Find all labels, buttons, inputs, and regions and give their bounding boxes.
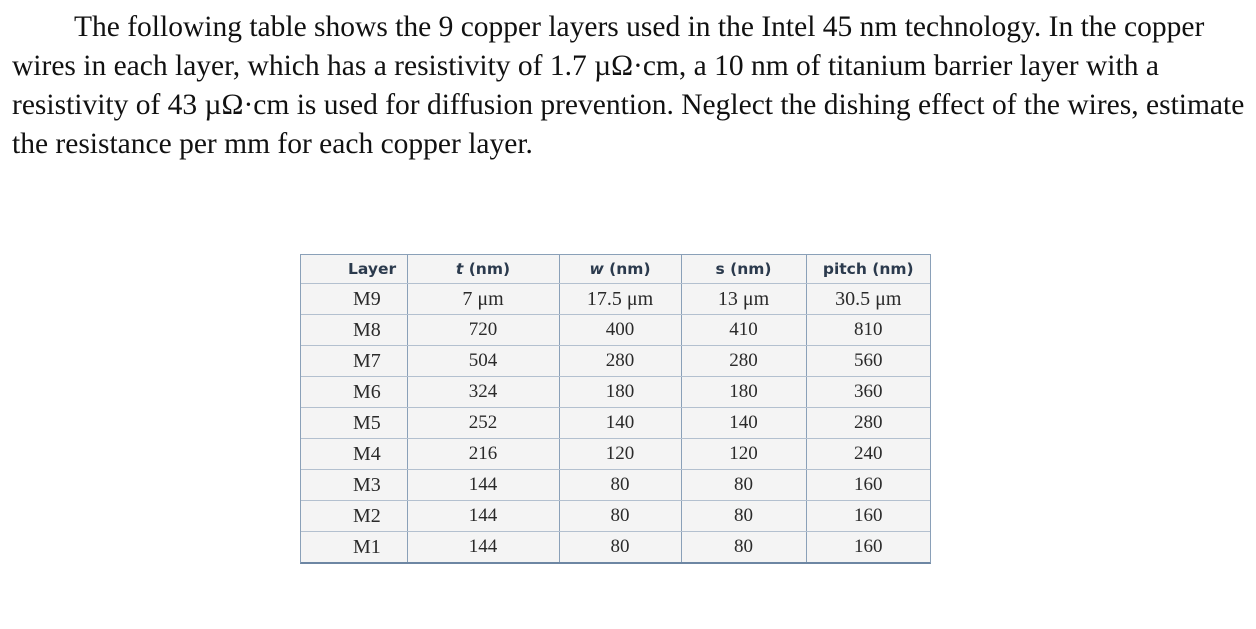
header-thickness-symbol: t — [455, 260, 464, 278]
cell-layer: M1 — [301, 532, 407, 563]
cell-thickness: 324 — [407, 377, 559, 408]
cell-width: 280 — [559, 346, 681, 377]
table-row — [301, 439, 930, 470]
cell-thickness: 252 — [407, 408, 559, 439]
cell-thickness: 216 — [407, 439, 559, 470]
cell-spacing: 80 — [681, 532, 806, 563]
cell-spacing: 120 — [681, 439, 806, 470]
cell-pitch: 280 — [806, 408, 930, 439]
cell-width: 180 — [559, 377, 681, 408]
cell-width: 80 — [559, 470, 681, 501]
cell-pitch: 240 — [806, 439, 930, 470]
table-row — [301, 532, 930, 563]
cell-width: 80 — [559, 532, 681, 563]
header-width — [559, 255, 681, 284]
table-header-row — [301, 255, 930, 284]
cell-pitch: 810 — [806, 315, 930, 346]
header-thickness — [407, 255, 559, 284]
cell-spacing: 280 — [681, 346, 806, 377]
cell-layer: M6 — [301, 377, 407, 408]
table-row — [301, 284, 930, 315]
table-row — [301, 470, 930, 501]
cell-pitch: 160 — [806, 501, 930, 532]
header-width-symbol: w — [589, 260, 604, 278]
cell-layer: M7 — [301, 346, 407, 377]
cell-width: 17.5 μm — [559, 284, 681, 315]
cell-layer: M9 — [301, 284, 407, 315]
table-row — [301, 408, 930, 439]
copper-layers-table-frame — [300, 254, 931, 564]
cell-layer: M3 — [301, 470, 407, 501]
cell-layer: M4 — [301, 439, 407, 470]
copper-layers-table — [301, 255, 930, 562]
cell-layer: M2 — [301, 501, 407, 532]
table-row — [301, 315, 930, 346]
table-row — [301, 377, 930, 408]
table-body — [301, 284, 930, 563]
cell-spacing: 140 — [681, 408, 806, 439]
cell-width: 120 — [559, 439, 681, 470]
header-width-unit: (nm) — [603, 260, 651, 278]
cell-spacing: 410 — [681, 315, 806, 346]
cell-thickness: 144 — [407, 470, 559, 501]
cell-width: 400 — [559, 315, 681, 346]
cell-pitch: 560 — [806, 346, 930, 377]
header-spacing: s (nm) — [681, 255, 806, 284]
cell-width: 140 — [559, 408, 681, 439]
cell-spacing: 80 — [681, 470, 806, 501]
cell-spacing: 180 — [681, 377, 806, 408]
header-layer: Layer — [301, 255, 407, 284]
cell-thickness: 720 — [407, 315, 559, 346]
cell-layer: M5 — [301, 408, 407, 439]
cell-pitch: 160 — [854, 536, 883, 557]
cell-thickness: 144 — [407, 501, 559, 532]
cell-pitch: 30.5 μm — [806, 284, 930, 315]
table-row — [301, 346, 930, 377]
cell-spacing: 13 μm — [681, 284, 806, 315]
cell-pitch: 160 — [806, 470, 930, 501]
problem-statement: The following table shows the 9 copper layers used in the Intel 45 nm technology. In the copper wires in each layer, which has a resistivity of 1.7 µΩ·cm, a 10 nm of titanium barrier layer with a resistivity of 43 µΩ·cm is used for diffusion prevention. Neglect the dishing effect of the wires, estimate the resistance per mm for each copper layer. — [12, 11, 1245, 160]
cell-thickness: 7 μm — [407, 284, 559, 315]
table-row — [301, 501, 930, 532]
header-thickness-unit: (nm) — [463, 260, 511, 278]
cell-spacing: 80 — [681, 501, 806, 532]
cell-layer: M8 — [301, 315, 407, 346]
cell-thickness: 504 — [407, 346, 559, 377]
cell-pitch: 360 — [806, 377, 930, 408]
cell-thickness: 144 — [407, 532, 559, 563]
header-pitch: pitch (nm) — [806, 255, 930, 284]
cell-width: 80 — [559, 501, 681, 532]
